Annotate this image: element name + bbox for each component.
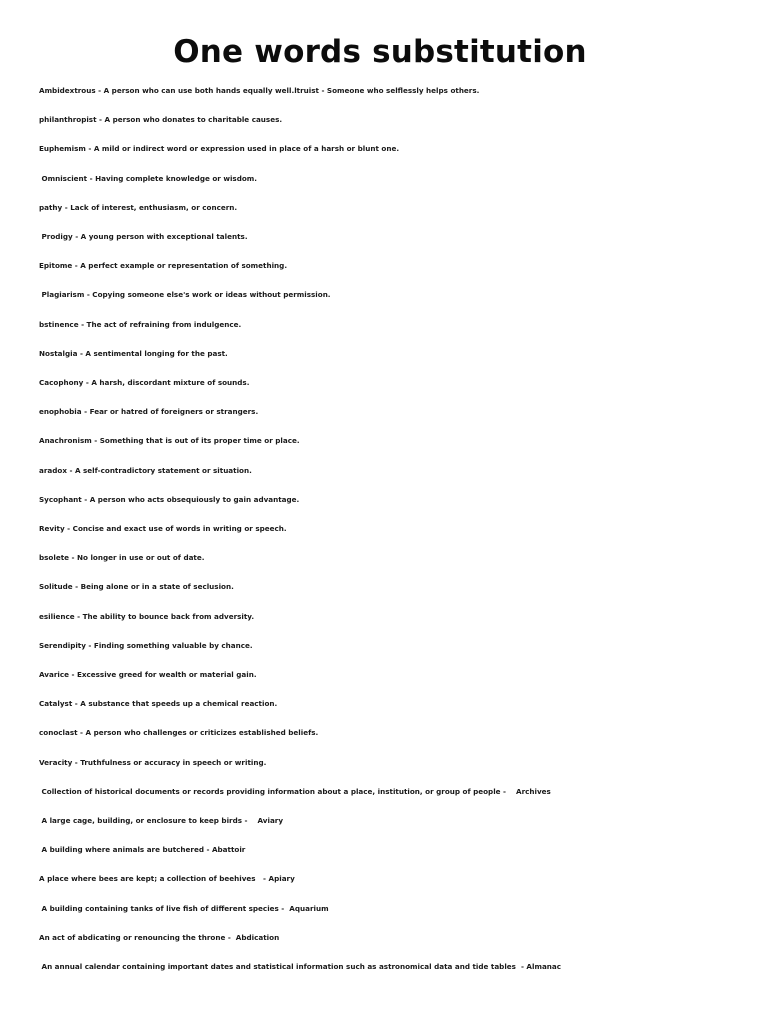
list-item: A large cage, building, or enclosure to keep birds - Aviary: [39, 816, 284, 825]
list-item: Euphemism - A mild or indirect word or expression used in place of a harsh or blunt one.: [39, 144, 400, 154]
list-item: Revity - Concise and exact use of words in writing or speech.: [39, 524, 287, 533]
list-item: Ambidextrous - A person who can use both hands equally well.ltruist - Someone who selflessly helps others.: [39, 86, 480, 95]
list-item: Epitome - A perfect example or representation of something.: [39, 261, 288, 271]
list-item: Prodigy - A young person with exceptional talents.: [39, 232, 248, 241]
list-item: esilience - The ability to bounce back from adversity.: [39, 611, 255, 621]
list-item: A building containing tanks of live fish of different species - Aquarium: [39, 903, 329, 913]
list-item: Anachronism - Something that is out of its proper time or place.: [39, 436, 300, 446]
list-item: A place where bees are kept; a collection of beehives - Apiary: [39, 874, 295, 884]
list-item: An act of abdicating or renouncing the throne - Abdication: [39, 932, 280, 942]
list-item: An annual calendar containing important dates and statistical information such as astronomical data and tide tables - Almanac: [39, 962, 562, 971]
list-item: conoclast - A person who challenges or criticizes established beliefs.: [39, 728, 319, 738]
document-title: One words substitution: [173, 34, 587, 70]
list-item: Veracity - Truthfulness or accuracy in speech or writing.: [39, 757, 267, 767]
list-item: Serendipity - Finding something valuable by chance.: [39, 640, 253, 650]
list-item: bstinence - The act of refraining from indulgence.: [39, 319, 242, 329]
list-item: Plagiarism - Copying someone else's work or ideas without permission.: [39, 290, 331, 300]
list-item: Avarice - Excessive greed for wealth or material gain.: [39, 670, 257, 679]
list-item: A building where animals are butchered - Abattoir: [39, 845, 246, 855]
list-item: Solitude - Being alone or in a state of seclusion.: [39, 582, 234, 592]
list-item: Cacophony - A harsh, discordant mixture of sounds.: [39, 378, 250, 387]
list-item: philanthropist - A person who donates to charitable causes.: [39, 115, 283, 125]
list-item: enophobia - Fear or hatred of foreigners or strangers.: [39, 407, 259, 417]
list-item: bsolete - No longer in use or out of date.: [39, 553, 205, 563]
list-item: aradox - A self-contradictory statement or situation.: [39, 465, 252, 475]
list-item: pathy - Lack of interest, enthusiasm, or concern.: [39, 202, 238, 212]
list-item: Sycophant - A person who acts obsequiously to gain advantage.: [39, 494, 300, 504]
list-item: Catalyst - A substance that speeds up a chemical reaction.: [39, 699, 278, 709]
list-item: Omniscient - Having complete knowledge or wisdom.: [39, 173, 258, 183]
list-item: Collection of historical documents or records providing information about a place, institution, or group of people - Archives: [39, 786, 551, 796]
list-item: Nostalgia - A sentimental longing for the past.: [39, 348, 228, 358]
